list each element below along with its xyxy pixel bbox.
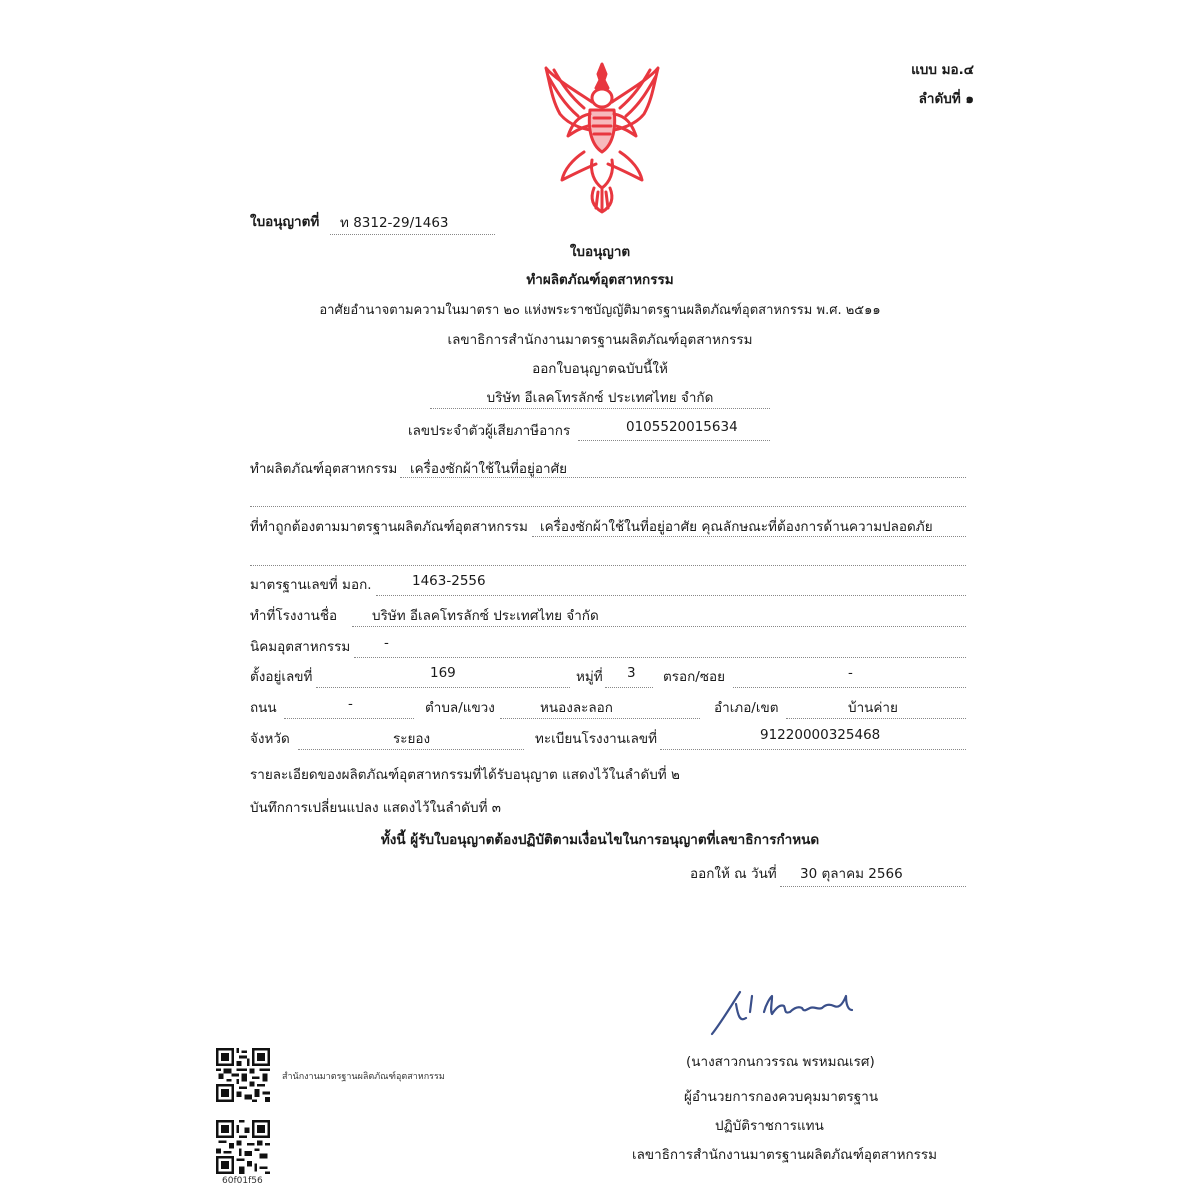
address-no-value: 169 [430, 665, 456, 681]
heading-license: ใบอนุญาต [569, 244, 631, 260]
address-moo-label: หมู่ที่ [576, 669, 603, 685]
address-subdistrict-value: หนองละลอก [540, 700, 613, 716]
address-district-label: อำเภอ/เขต [714, 700, 779, 716]
garuda-emblem-icon [538, 60, 666, 214]
form-order: ลำดับที่ ๑ [918, 91, 974, 107]
license-number-label: ใบอนุญาตที่ [250, 214, 320, 230]
qr-code-icon [216, 1048, 270, 1102]
standard-no-value: 1463-2556 [412, 573, 486, 589]
signatory-title-3: เลขาธิการสำนักงานมาตรฐานผลิตภัณฑ์อุตสาหกรรม [632, 1147, 938, 1163]
condition-note: ทั้งนี้ ผู้รับใบอนุญาตต้องปฏิบัติตามเงื่อนไขในการอนุญาตที่เลขาธิการกำหนด [380, 832, 820, 848]
address-district-value: บ้านค่าย [848, 700, 898, 716]
qr-caption: สำนักงานมาตรฐานผลิตภัณฑ์อุตสาหกรรม [282, 1072, 445, 1082]
issue-date-value: 30 ตุลาคม 2566 [800, 866, 903, 882]
details-note: รายละเอียดของผลิตภัณฑ์อุตสาหกรรมที่ได้รับอนุญาต แสดงไว้ในลำดับที่ ๒ [250, 767, 680, 783]
license-number-value: ท 8312-29/1463 [340, 215, 449, 231]
address-no-label: ตั้งอยู่เลขที่ [250, 669, 313, 685]
signatory-name: (นางสาวกนกวรรณ พรหมณเรศ) [686, 1054, 875, 1070]
standard-no-label: มาตรฐานเลขที่ มอก. [250, 577, 372, 593]
address-reg-value: 91220000325468 [760, 727, 881, 743]
signatory-title-1: ผู้อำนวยการกองควบคุมมาตรฐาน [684, 1089, 879, 1105]
issue-date-label: ออกให้ ณ วันที่ [690, 866, 777, 882]
product-value: เครื่องซักผ้าใช้ในที่อยู่อาศัย [410, 461, 568, 477]
authority-line-3: ออกใบอนุญาตฉบับนี้ให้ [532, 361, 668, 377]
address-moo-value: 3 [627, 665, 636, 681]
form-code: แบบ มอ.๔ [911, 62, 974, 78]
signature-icon [706, 982, 866, 1042]
authority-line-2: เลขาธิการสำนักงานมาตรฐานผลิตภัณฑ์อุตสาหกรรม [447, 332, 753, 348]
qr-code-secondary-icon [216, 1120, 270, 1174]
address-road-label: ถนน [250, 700, 277, 716]
address-subdistrict-label: ตำบล/แขวง [425, 700, 495, 716]
tax-id-label: เลขประจำตัวผู้เสียภาษีอากร [408, 423, 571, 439]
estate-label: นิคมอุตสาหกรรม [250, 639, 351, 655]
factory-value: บริษัท อีเลคโทรลักซ์ ประเทศไทย จำกัด [372, 608, 599, 624]
heading-industrial-product: ทำผลิตภัณฑ์อุตสาหกรรม [526, 272, 674, 288]
signatory-title-2: ปฏิบัติราชการแทน [715, 1118, 824, 1134]
address-soi-label: ตรอก/ซอย [663, 669, 726, 685]
tax-id-value: 0105520015634 [626, 419, 738, 435]
address-reg-label: ทะเบียนโรงงานเลขที่ [535, 731, 657, 747]
estate-value: - [384, 635, 389, 651]
standard-desc-label: ที่ทำถูกต้องตามมาตรฐานผลิตภัณฑ์อุตสาหกรรม [250, 519, 528, 535]
product-label: ทำผลิตภัณฑ์อุตสาหกรรม [250, 461, 398, 477]
address-province-value: ระยอง [393, 731, 431, 747]
address-province-label: จังหวัด [250, 731, 290, 747]
changes-note: บันทึกการเปลี่ยนแปลง แสดงไว้ในลำดับที่ ๓ [250, 800, 501, 816]
licensee-name: บริษัท อีเลคโทรลักซ์ ประเทศไทย จำกัด [486, 390, 714, 406]
address-road-value: - [348, 696, 353, 712]
standard-desc-value: เครื่องซักผ้าใช้ในที่อยู่อาศัย คุณลักษณะที่ต้องการด้านความปลอดภัย [540, 519, 933, 535]
authority-line-1: อาศัยอำนาจตามความในมาตรา ๒๐ แห่งพระราชบัญญัติมาตรฐานผลิตภัณฑ์อุตสาหกรรม พ.ศ. ๒๕๑๑ [319, 303, 881, 318]
factory-label: ทำที่โรงงานชื่อ [250, 608, 338, 624]
qr-code-label: 60f01f56 [222, 1176, 263, 1186]
address-soi-value: - [848, 665, 853, 681]
